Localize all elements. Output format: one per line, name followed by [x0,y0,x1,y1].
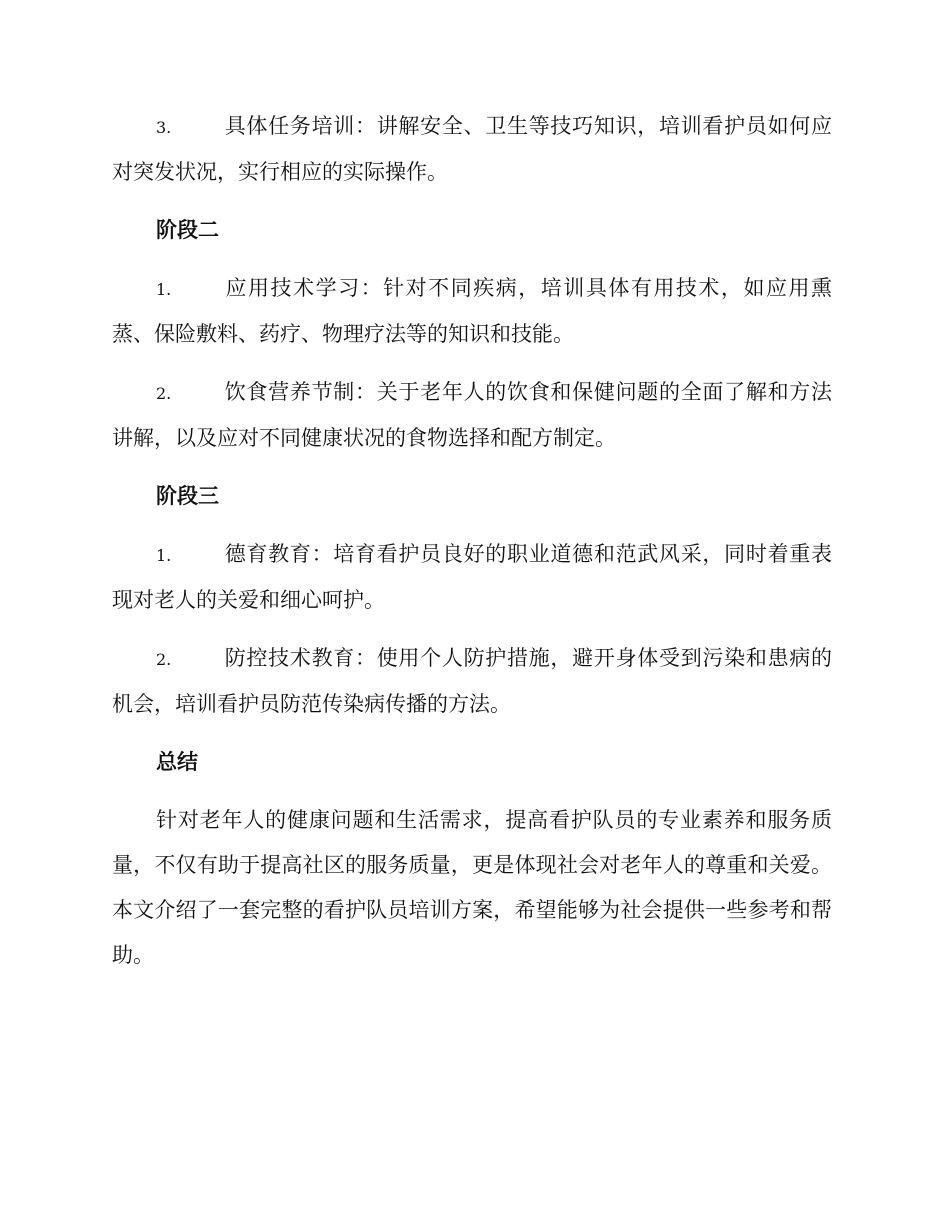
section-heading-stage2: 阶段二 [156,218,219,242]
list-item [112,636,832,727]
list-item-number: 1. [156,280,172,299]
list-item-number: 3. [156,118,172,137]
list-item-text: 应用技术学习：针对不同疾病，培训具体有用技术，如应用熏蒸、保险敷料、药疗、物理疗法等的知识和技能。 [112,276,832,346]
list-item [112,532,832,623]
list-item [112,266,832,357]
list-item [112,104,832,195]
document-body [112,104,832,978]
list-item-text: 饮食营养节制：关于老年人的饮食和保健问题的全面了解和方法讲解，以及应对不同健康状况的食物选择和配方制定。 [112,380,832,450]
list-item-text: 具体任务培训：讲解安全、卫生等技巧知识，培训看护员如何应对突发状况，实行相应的实际操作。 [112,114,832,184]
section-heading-summary: 总结 [156,750,198,774]
list-item-text: 德育教育：培育看护员良好的职业道德和范武风采，同时着重表现对老人的关爱和细心呵护。 [112,542,832,612]
list-item [112,370,832,461]
summary-paragraph: 针对老年人的健康问题和生活需求，提高看护队员的专业素养和服务质量，不仅有助于提高社区的服务质量，更是体现社会对老年人的尊重和关爱。本文介绍了一套完整的看护队员培训方案，希望能够为社会提供一些参考和帮助。 [112,808,832,967]
list-item-number: 2. [156,384,172,403]
list-item-number: 2. [156,650,172,669]
list-item-text: 防控技术教育：使用个人防护措施，避开身体受到污染和患病的机会，培训看护员防范传染病传播的方法。 [112,646,832,716]
list-item-number: 1. [156,546,172,565]
section-heading-stage3: 阶段三 [156,484,219,508]
